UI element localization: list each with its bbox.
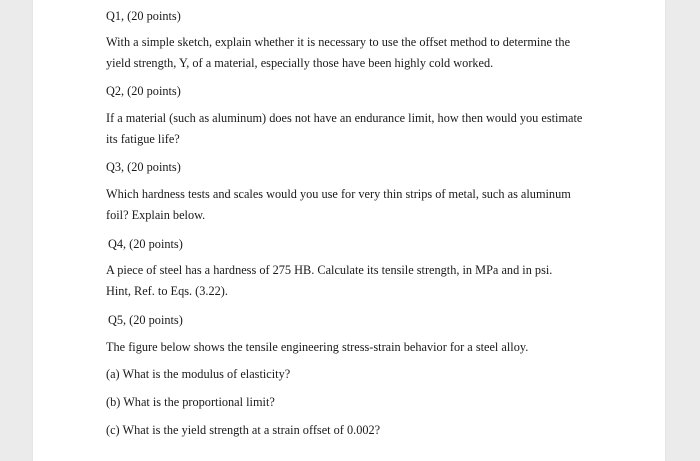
q3-text-line-1: Which hardness tests and scales would you use for very thin strips of metal, such as aluminum <box>106 187 571 201</box>
document-page <box>33 0 665 461</box>
q1-text-line-2: yield strength, Y, of a material, especially those have been highly cold worked. <box>106 56 494 70</box>
q5-heading: Q5, (20 points) <box>108 313 183 327</box>
q3-text-line-2: foil? Explain below. <box>106 208 206 222</box>
q4-text-line-1: A piece of steel has a hardness of 275 HB. Calculate its tensile strength, in MPa and in psi. <box>106 263 553 277</box>
q5-part-b: (b) What is the proportional limit? <box>106 395 275 409</box>
q3-heading: Q3, (20 points) <box>106 160 181 174</box>
q1-text-line-1: With a simple sketch, explain whether it is necessary to use the offset method to determine the <box>106 35 571 49</box>
q5-part-c: (c) What is the yield strength at a strain offset of 0.002? <box>106 423 381 437</box>
q5-part-a: (a) What is the modulus of elasticity? <box>106 367 291 381</box>
q2-text-line-1: If a material (such as aluminum) does not have an endurance limit, how then would you estimate <box>106 111 583 125</box>
q5-text-line-1: The figure below shows the tensile engineering stress-strain behavior for a steel alloy. <box>106 340 529 354</box>
q1-heading: Q1, (20 points) <box>106 9 181 23</box>
q4-heading: Q4, (20 points) <box>108 237 183 251</box>
q2-heading: Q2, (20 points) <box>106 84 181 98</box>
q4-text-line-2: Hint, Ref. to Eqs. (3.22). <box>106 284 228 298</box>
q2-text-line-2: its fatigue life? <box>106 132 180 146</box>
